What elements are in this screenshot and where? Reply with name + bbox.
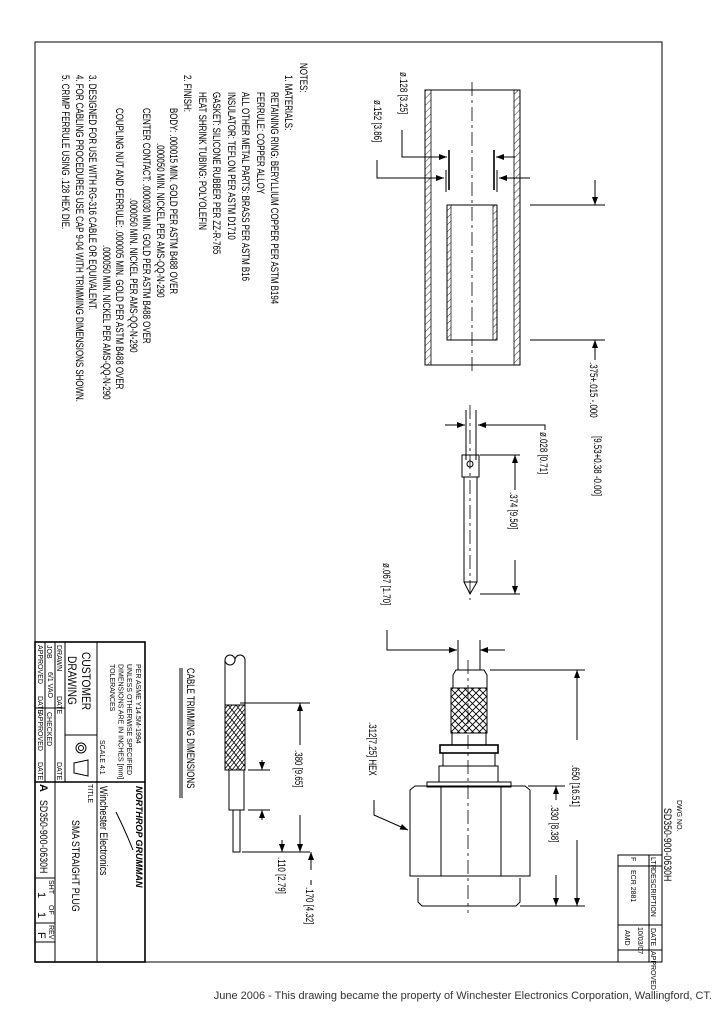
label-date: DATE [36, 696, 43, 715]
dim-pin-length: .374 [9.50] [506, 492, 520, 530]
note-line: 1. MATERIALS: [281, 75, 295, 131]
connector-assembly-view [366, 563, 585, 913]
dwg-number-top: SD350-900-0630H [660, 808, 673, 882]
standard-line: TOLERANCES [108, 664, 115, 712]
rev-header-ltr: LTR [649, 857, 656, 870]
dim-pin-dia: ø.028 [0.71] [536, 432, 550, 475]
standard-line: UNLESS OTHERWISE SPECIFIED [125, 664, 132, 776]
note-line: 4. FOR CABLING PROCEDURES USE CAP 9-04 WITH TRIMMING DIMENSIONS SHOWN. [72, 75, 86, 402]
note-line: RETAINING RING: BERYLLIUM COPPER PER ASTM B194 [267, 92, 281, 305]
title-label: TITLE [86, 784, 93, 804]
drawing-label: DRAWING [64, 656, 78, 705]
projection-symbol-icon [76, 743, 86, 753]
standard-line: DIMENSIONS ARE IN INCHES [mm] [116, 664, 124, 780]
sheet-number: 1 [35, 892, 47, 899]
projection-cone-icon [74, 760, 88, 776]
dim-ferrule-length-mm: [9.53+0.38 -0.00] [590, 436, 604, 497]
dim-trim-380: .380 [9.65] [291, 750, 305, 788]
footer-note: June 2006 - This drawing became the property of Winchester Electronics Corporation, Wallingford, CT. [213, 990, 712, 1002]
rev-ltr: F [629, 857, 636, 862]
center-contact-view [445, 405, 549, 600]
dim-cable-dia: ø.067 [1.70] [379, 563, 393, 606]
rev-header-description: DESCRIPTION [649, 869, 656, 917]
rev-description: ECR 2881 [629, 870, 636, 903]
cable-trimming-title: CABLE TRIMMING DIMENSIONS [183, 668, 197, 789]
notes-block [59, 63, 310, 402]
notes-title: NOTES: [296, 63, 310, 93]
label-date: DATE [36, 762, 43, 781]
revision-letter: F [35, 932, 47, 939]
drawing-frame [35, 42, 662, 962]
sheet-total: 1 [35, 912, 47, 919]
label-sht: SHT [47, 880, 54, 894]
note-line: .000050 MIN. NICKEL PER AMS-QQ-N-290 [153, 143, 167, 298]
dwg-no-label: DWG NO. [675, 800, 682, 832]
label-job: JOB [45, 645, 52, 659]
note-line: 5. CRIMP FERRULE USING .128 HEX DIE. [58, 75, 72, 230]
label-checked: CHECKED [45, 712, 52, 747]
customer-label: CUSTOMER [78, 652, 92, 711]
rev-header-date: DATE [649, 928, 656, 947]
label-drawn: DRAWN [55, 645, 62, 672]
dim-hex: .312[7.25] HEX [365, 722, 379, 776]
note-line: 3. DESIGNED FOR USE WITH RG-316 CABLE OR EQUIVALENT. [85, 75, 99, 311]
label-rev: REV [47, 925, 54, 940]
label-approved: APPROVED [36, 645, 43, 684]
label-approved: APPROVED [36, 712, 43, 751]
crimp-ferrule-view [371, 72, 605, 496]
note-line: COUPLING NUT AND FERRULE: .000005 MIN. GOLD PER ASTM B488 OVER [112, 108, 126, 390]
label-date: DATE [55, 696, 62, 715]
label-date: DATE [55, 762, 62, 781]
cable-trimming-view [180, 655, 315, 924]
rev-header-approved: APPROVED [649, 951, 656, 990]
scale-label: SCALE 4:1 [98, 740, 105, 775]
dim-ferrule-length: .375+.015 -.000 [586, 362, 600, 418]
dim-overall-length: .650 [16.51] [568, 765, 582, 807]
rev-date: 10/03/07 [636, 927, 643, 955]
company-name: Winchester Electronics [96, 786, 109, 876]
note-line: GASKET: SILICONE RUBBER PER ZZ-R-765 [209, 92, 223, 255]
note-line: FERRULE: COPPER ALLOY [253, 92, 267, 195]
revision-block [618, 855, 662, 990]
note-line: INSULATOR: TEFLON PER ASTM D1710 [224, 92, 238, 240]
note-line: BODY: .000015 MIN. GOLD PER ASTM B488 OVER [166, 108, 180, 295]
note-line: .000050 MIN. NICKEL PER AMS-QQ-N-290 [99, 245, 113, 400]
dim-ferrule-id-small: ø.128 [3.25] [396, 72, 410, 115]
note-line: 2. FINISH: [180, 75, 194, 112]
note-line: HEAT SHRINK TUBING: POLYOLEFIN [195, 92, 209, 230]
note-line: .000050 MIN. NICKEL PER AMS-QQ-N-290 [126, 198, 140, 353]
note-line: CENTER CONTACT: .000030 MIN. GOLD PER ASTM B488 OVER [139, 108, 153, 344]
standard-line: PER ASME Y14.5M-1994 [134, 664, 141, 744]
note-line: ALL OTHER METAL PARTS: BRASS PER ASTM B16 [238, 92, 252, 281]
dim-ferrule-id-large: ø.152 [3.86] [370, 100, 384, 143]
dim-trim-170: .170 [4.32] [302, 887, 316, 925]
dim-body-length: .330 [8.38] [547, 805, 561, 843]
job-value: 6/1 VAO [46, 672, 53, 698]
label-of: OF [47, 905, 54, 915]
rev-approved: AMD [623, 930, 630, 946]
title-block [35, 642, 145, 962]
part-title: SMA STRAIGHT PLUG [68, 820, 81, 912]
dim-trim-110: .110 [2.79] [274, 857, 288, 894]
drawing-number: SD350-900-0630H [36, 800, 49, 874]
logo-northrop-grumman: NORTHROP GRUMMAN [134, 786, 144, 888]
size-letter: A [37, 784, 49, 792]
